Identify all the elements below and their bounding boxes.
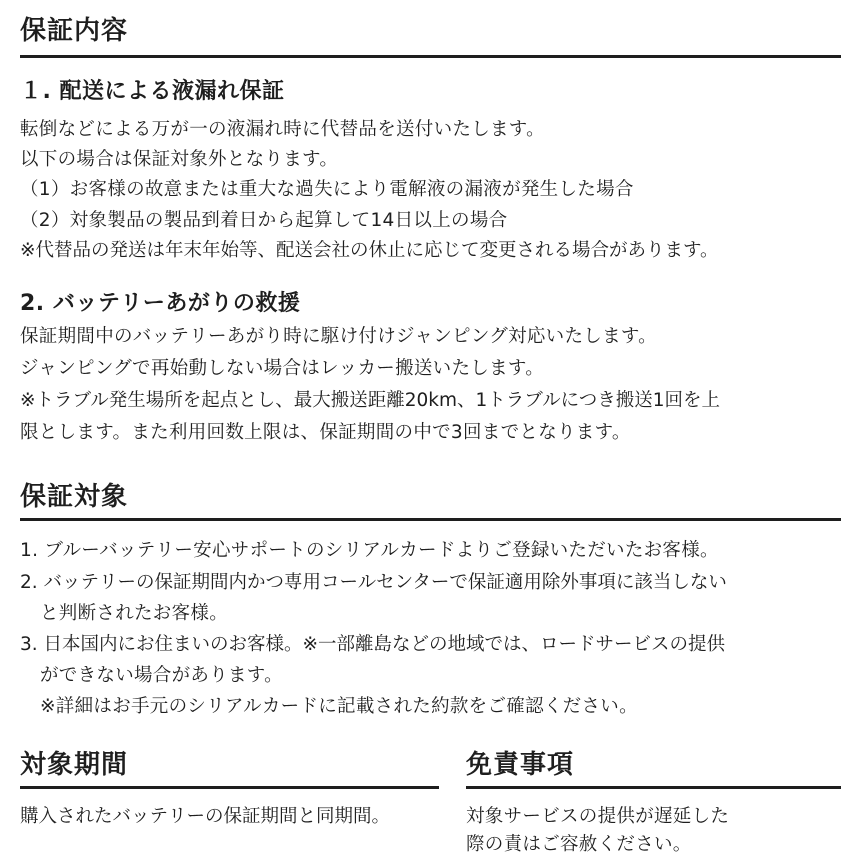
battery-heading: 2. バッテリーあがりの救援 bbox=[20, 291, 301, 316]
disclaimer-line-1: 対象サービスの提供が遅延した bbox=[466, 806, 730, 827]
eligibility-divider bbox=[20, 518, 841, 521]
leak-line-3: （1）お客様の故意または重大な過失により電解液の漏液が発生した場合 bbox=[20, 179, 634, 200]
leak-line-4: （2）対象製品の製品到着日から起算して14日以上の場合 bbox=[20, 210, 508, 231]
disclaimer-line-2: 際の責はご容赦ください。 bbox=[466, 834, 692, 855]
coverage-title: 保証内容 bbox=[20, 16, 129, 46]
leak-line-1: 転倒などによる万が一の液漏れ時に代替品を送付いたします。 bbox=[20, 119, 545, 140]
battery-line-1: 保証期間中のバッテリーあがり時に駆け付けジャンピング対応いたします。 bbox=[20, 326, 657, 347]
eligibility-line-5: ができない場合があります。 bbox=[40, 665, 283, 686]
period-text: 購入されたバッテリーの保証期間と同期間。 bbox=[20, 806, 391, 827]
leak-line-2: 以下の場合は保証対象外となります。 bbox=[20, 149, 339, 170]
battery-line-4: 限とします。また利用回数上限は、保証期間の中で3回までとなります。 bbox=[20, 422, 631, 443]
eligibility-line-3: と判断されたお客様。 bbox=[40, 603, 229, 624]
eligibility-line-4: 3. 日本国内にお住まいのお客様。※一部離島などの地域では、ロードサービスの提供 bbox=[20, 634, 726, 655]
eligibility-line-2: 2. バッテリーの保証期間内かつ専用コールセンターで保証適用除外事項に該当しない bbox=[20, 572, 727, 593]
coverage-divider bbox=[20, 55, 841, 58]
eligibility-line-6: ※詳細はお手元のシリアルカードに記載された約款をご確認ください。 bbox=[40, 696, 638, 717]
leak-line-5: ※代替品の発送は年末年始等、配送会社の休止に応じて変更される場合があります。 bbox=[20, 240, 719, 261]
leak-heading: １. 配送による液漏れ保証 bbox=[20, 79, 285, 104]
battery-line-2: ジャンピングで再始動しない場合はレッカー搬送いたします。 bbox=[20, 358, 544, 379]
period-divider bbox=[20, 786, 439, 789]
disclaimer-divider bbox=[466, 786, 841, 789]
eligibility-title: 保証対象 bbox=[20, 482, 129, 512]
eligibility-line-1: 1. ブルーバッテリー安心サポートのシリアルカードよりご登録いただいたお客様。 bbox=[20, 540, 719, 561]
period-title: 対象期間 bbox=[20, 750, 129, 780]
battery-line-3: ※トラブル発生場所を起点とし、最大搬送距離20km、1トラブルにつき搬送1回を上 bbox=[20, 390, 720, 411]
disclaimer-title: 免責事項 bbox=[466, 750, 575, 780]
